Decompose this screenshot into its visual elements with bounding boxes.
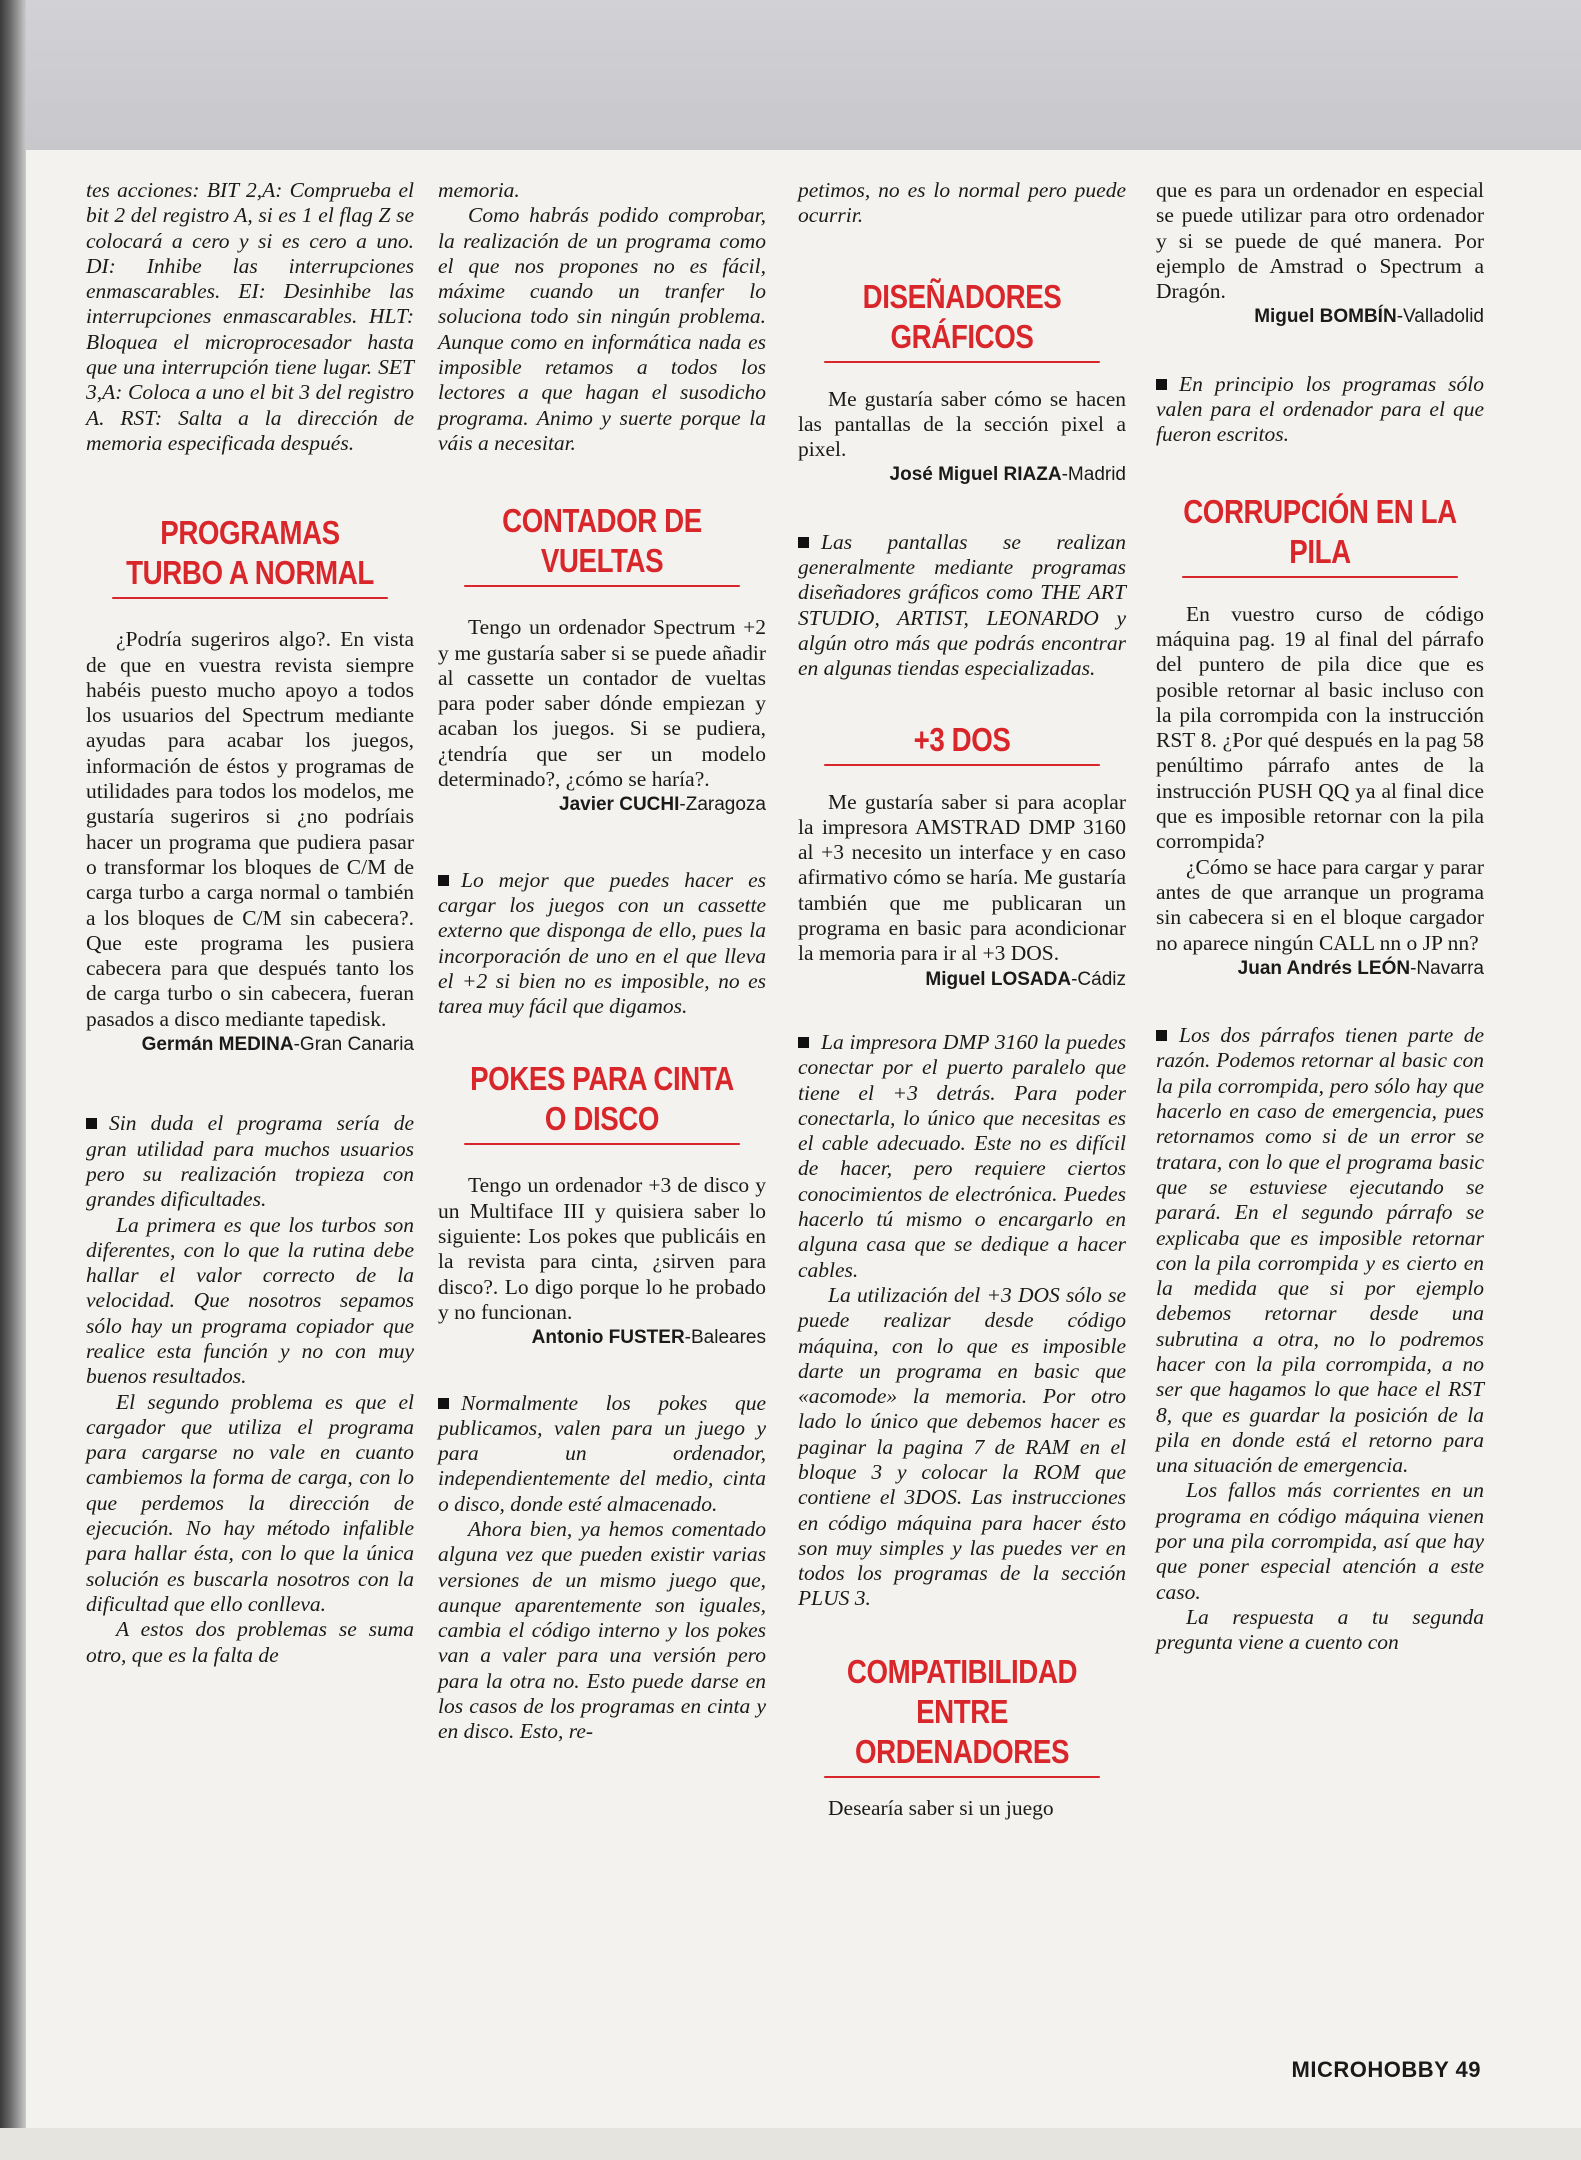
magazine-name: MICROHOBBY — [1291, 2057, 1449, 2082]
signature — [438, 1325, 766, 1350]
answer-text: La primera es que los turbos son diferentes, con lo que la rutina debe hallar el valor correcto de la velocidad. Que nosotros sepamos sólo hay un programa copiador que realice esta función y no con muy buenos resultados. — [86, 1212, 414, 1389]
reader-question: Tengo un ordenador +3 de disco y un Multiface III y quisiera saber lo siguiente: Los pokes que publicáis en la revista para cinta, ¿sirven para disco?. Lo digo porque lo he probado y no funcionan. — [438, 1173, 766, 1324]
answer-text: Como habrás podido comprobar, la realización de un programa como el que nos propones no es fácil, máxime cuando un tranfer lo soluciona todo sin ningún problema. Aunque como en informática nada es imposible retamos a todos los lectores a que hagan el susodicho programa. Animo y suerte porque la váis a necesitar. — [438, 203, 766, 455]
answer-text: Sin duda el programa sería de gran utilidad para muchos usuarios pero su realización tropieza con grandes dificultades. — [86, 1111, 414, 1212]
answer-text: El segundo problema es que el cargador que utiliza el programa para cargarse no vale en cuanto cambiemos la forma de carga, con lo que perdemos la dirección de ejecución. No hay método infalible para hallar ésta, con lo que la única solución es buscarla nosotros con la dificultad que ello conlleva. — [86, 1389, 414, 1616]
page-footer — [1292, 2057, 1482, 2083]
signature-city: -Navarra — [1410, 957, 1484, 979]
reader-question: que es para un ordenador en especial se puede utilizar para otro ordenador y si se puede de qué manera. Por ejemplo de Amstrad o Spectrum a Dragón. — [1156, 178, 1484, 304]
signature-city: -Gran Canaria — [293, 1034, 414, 1056]
section-heading: DISEÑADORES GRÁFICOS — [824, 277, 1100, 363]
answer-bullet-icon — [438, 875, 449, 886]
section-heading: CORRUPCIÓN EN LA PILA — [1182, 492, 1458, 578]
answer-text: Lo mejor que puedes hacer es cargar los juegos con un cassette externo que disponga de ello, pues la incorporación de uno en el que lleva el +2 si bien no es imposible, no es tarea muy fácil que digamos. — [438, 867, 766, 1019]
section-heading: COMPATIBILIDAD ENTRE ORDENADORES — [824, 1652, 1100, 1778]
answer-text: La utilización del +3 DOS sólo se puede realizar desde código máquina, con lo que es imposible darte un programa en basic que «acomode» la memoria. Por otro lado lo único que debemos hacer es paginar la pagina 7 de RAM en el bloque 3 y colocar la ROM que contiene el 3DOS. Las instrucciones en código máquina para hacer ésto son muy simples y las puedes ver en todos los programas de la sección PLUS 3. — [798, 1282, 1126, 1611]
reader-question: En vuestro curso de código máquina pag. 19 al final del párrafo del puntero de pila dice que es posible retornar al basic incluso con la pila corrompida con la instrucción RST 8. ¿Por qué después en la pag 58 penúltimo párrafo antes de la instrucción PUSH QQ ya al final dice que es imposible retornar con la pila corrompida? — [1156, 601, 1484, 854]
column-1 — [86, 178, 414, 1668]
signature-city: -Madrid — [1061, 464, 1126, 486]
answer-text: Las pantallas se realizan generalmente mediante programas diseñadores gráficos como THE ART STUDIO, ARTIST, LEONARDO y algún otro más que podrás encontrar en algunas tiendas especializadas. — [798, 529, 1126, 681]
bottom-margin-band — [0, 2128, 1581, 2160]
reader-question: Me gustaría saber si para acoplar la impresora AMSTRAD DMP 3160 al +3 necesito un interface y en caso afirmativo cómo se haría. Me gustaría también que me publicaran un programa en basic para acondicionar la memoria para ir al +3 DOS. — [798, 789, 1126, 966]
answer-text: tes acciones: BIT 2,A: Comprueba el bit 2 del registro A, si es 1 el flag Z se colocará a cero y si es cero a uno. DI: Inhibe las interrupciones enmascarables. EI: Desinhibe las interrupciones enmascarables. HLT: Bloquea el microprocesador hasta que una interrupción tiene lugar. SET 3,A: Coloca a uno el bit 3 del registro A. RST: Salta a la dirección de memoria especificada después. — [86, 178, 414, 455]
answer-text: Los dos párrafos tienen parte de razón. Podemos retornar al basic con la pila corrompida, pero sólo hay que hacerlo en caso de emergencia, pues retornamos como si de un error se tratara, con lo que el programa basic que se estuviese ejecutando se parará. En el segundo párrafo se explicaba que es imposible retornar con la pila corrompida y es cierto en la medida que si por ejemplo debemos retornar desde una subrutina a otra, no lo podremos hacer con la pila corrompida, a no ser que hagamos lo que hace el RST 8, que es guardar la posición de la pila en donde está el retorno para una situación de emergencia. — [1156, 1023, 1484, 1478]
answer-text: A estos dos problemas se suma otro, que es la falta de — [86, 1617, 414, 1667]
signature — [1156, 956, 1484, 981]
answer-bullet-icon — [438, 1398, 449, 1409]
top-margin-band — [0, 0, 1581, 150]
section-heading: CONTADOR DE VUELTAS — [464, 501, 740, 587]
answer-text: petimos, no es lo normal pero puede ocurrir. — [798, 178, 1126, 228]
reader-question: Desearía saber si un juego — [828, 1795, 1054, 1820]
reader-question: Me gustaría saber cómo se hacen las pantallas de la sección pixel a pixel. — [798, 386, 1126, 462]
answer-bullet-icon — [798, 537, 809, 548]
signature — [798, 462, 1126, 487]
signature-name: Germán MEDINA — [141, 1034, 294, 1056]
answer-bullet-icon — [1156, 1030, 1167, 1041]
column-2 — [438, 178, 766, 1745]
signature — [86, 1032, 414, 1057]
answer-text: memoria. — [438, 178, 520, 202]
reader-question: Tengo un ordenador Spectrum +2 y me gustaría saber si se puede añadir al cassette un contador de vueltas para poder saber dónde empiezan y acaban los juegos. Si se pudiera, ¿tendría que ser un modelo determinado?, ¿cómo se haría?. — [438, 615, 766, 792]
signature — [1156, 304, 1484, 329]
signature — [798, 967, 1126, 992]
signature — [438, 792, 766, 817]
answer-text: En principio los programas sólo valen para el ordenador para el que fueron escritos. — [1156, 371, 1484, 447]
page-binding-edge — [0, 0, 26, 2160]
signature-name: Miguel BOMBÍN — [1254, 306, 1397, 328]
section-heading: POKES PARA CINTA O DISCO — [464, 1059, 740, 1145]
answer-bullet-icon — [86, 1118, 97, 1129]
answer-bullet-icon — [798, 1037, 809, 1048]
signature-city: -Cádiz — [1071, 968, 1126, 990]
reader-question: ¿Cómo se hace para cargar y parar antes de que arranque un programa sin cabecera si en el bloque cargador no aparece ningún CALL nn o JP nn? — [1156, 854, 1484, 955]
section-heading: +3 DOS — [824, 720, 1100, 766]
answer-text: Los fallos más corrientes en un programa en código máquina vienen por una pila corrompida, así que hay que poner especial atención a este caso. — [1156, 1478, 1484, 1604]
page-number: 49 — [1455, 2057, 1481, 2082]
section-heading: PROGRAMAS TURBO A NORMAL — [112, 513, 388, 599]
reader-question: ¿Podría sugeriros algo?. En vista de que en vuestra revista siempre habéis puesto mucho apoyo a todos los usuarios del Spectrum mediante ayudas para acabar los juegos, información de éstos y programas de utilidades para todos los modelos, me gustaría sugeriros si ¿no podríais hacer un programa que pudiera pasar o transformar los bloques de C/M de carga turbo a carga normal o también a los bloques de C/M sin cabecera?. Que este programa les pusiera cabecera para que después tanto los de carga turbo o sin cabecera, fueran pasados a disco mediante tapedisk. — [86, 627, 414, 1031]
answer-text: Ahora bien, ya hemos comentado alguna vez que pueden existir varias versiones de un mismo juego que, aunque aparentemente son iguales, cambia el código interno y los pokes van a valer para una versión pero para la otra no. Esto puede darse en los casos de los programas en cinta y en disco. Esto, re- — [438, 1516, 766, 1744]
signature-name: Antonio FUSTER — [531, 1327, 685, 1349]
signature-name: José Miguel RIAZA — [889, 464, 1062, 486]
signature-name: Javier CUCHI — [559, 794, 680, 816]
answer-text: La impresora DMP 3160 la puedes conectar por el puerto paralelo que tiene el +3 detrás. Para poder conectarla, lo único que necesitas es el cable adecuado. Este no es difícil de hacer, pero requiere ciertos conocimientos de electrónica. Puedes hacerlo tú mismo o encargarlo en alguna casa que se dedique a hacer cables. — [798, 1029, 1126, 1282]
signature-name: Juan Andrés LEÓN — [1237, 957, 1411, 979]
column-4 — [1156, 178, 1484, 1656]
answer-text: Normalmente los pokes que publicamos, valen para un juego y para un ordenador, independientemente del medio, cinta o disco, donde esté almacenado. — [438, 1390, 766, 1516]
signature-name: Miguel LOSADA — [925, 968, 1072, 990]
answer-text: La respuesta a tu segunda pregunta viene a cuento con — [1156, 1604, 1484, 1655]
column-3 — [798, 178, 1126, 1821]
answer-bullet-icon — [1156, 379, 1167, 390]
signature-city: -Zaragoza — [679, 794, 766, 816]
signature-city: -Valladolid — [1396, 306, 1484, 328]
signature-city: -Baleares — [684, 1327, 766, 1349]
